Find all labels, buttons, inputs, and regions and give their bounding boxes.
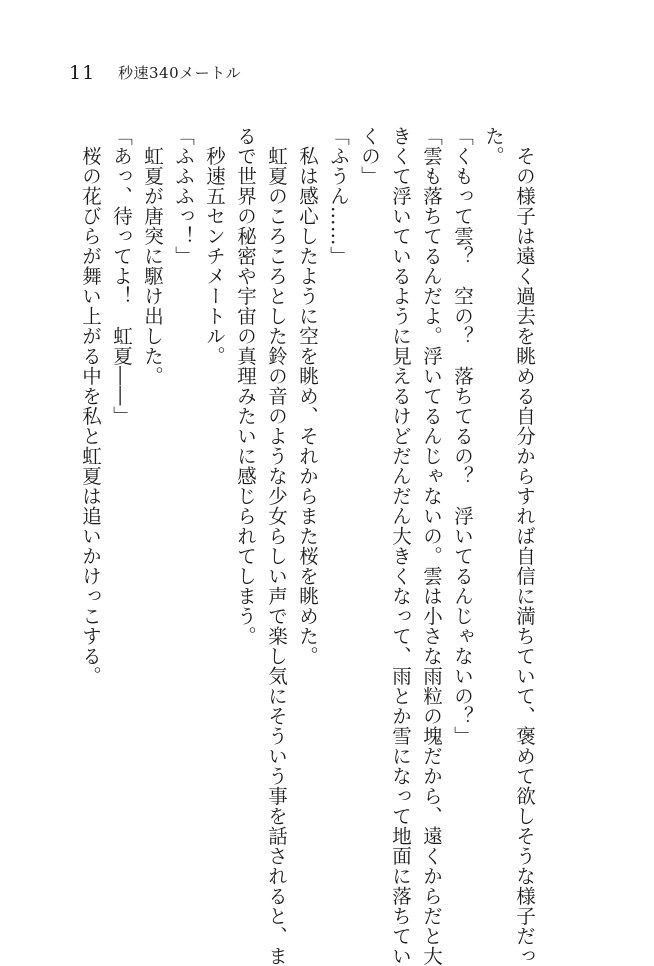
- text-line: きくて浮いているように見えるけどだんだん大きくなって、雨とか雪になって地面に落ちてい: [389, 126, 412, 966]
- text-line: るで世界の秘密や宇宙の真理みたいに感じられてしまう。: [234, 126, 257, 646]
- text-line: 「雲も落ちてるんだよ。浮いてるんじゃないの。雲は小さな雨粒の塊だから、遠くからだと大: [420, 126, 443, 966]
- text-line: 「あっ、待ってよ！ 虹夏――」: [110, 126, 133, 426]
- text-line: 虹夏が唐突に駆け出した。: [141, 145, 164, 386]
- text-line: 秒速五センチメートル。: [203, 145, 226, 366]
- body-text: [75, 126, 540, 966]
- page-number: 11: [69, 62, 96, 84]
- text-line: 虹夏のころころとした鈴の音のような少女らしい声で楽し気にそういう事を話されると、ま: [265, 145, 288, 966]
- text-line: その様子は遠く過去を眺める自分からすれば自信に満ちていて、褒めて欲しそうな様子だっ: [513, 145, 536, 966]
- text-line: 「ふうん……」: [327, 126, 350, 266]
- text-line: 桜の花びらが舞い上がる中を私と虹夏は追いかけっこする。: [79, 145, 102, 686]
- text-line: た。: [482, 126, 505, 166]
- text-line: 「くもって雲？ 空の？ 落ちてるの？ 浮いてるんじゃないの？」: [451, 126, 474, 746]
- text-line: 「ふふふっ！」: [172, 126, 195, 266]
- text-line: 私は感心したように空を眺め、それからまた桜を眺めた。: [296, 145, 319, 666]
- running-title: 秒速340メートル: [118, 64, 242, 82]
- text-line: くの」: [358, 126, 381, 186]
